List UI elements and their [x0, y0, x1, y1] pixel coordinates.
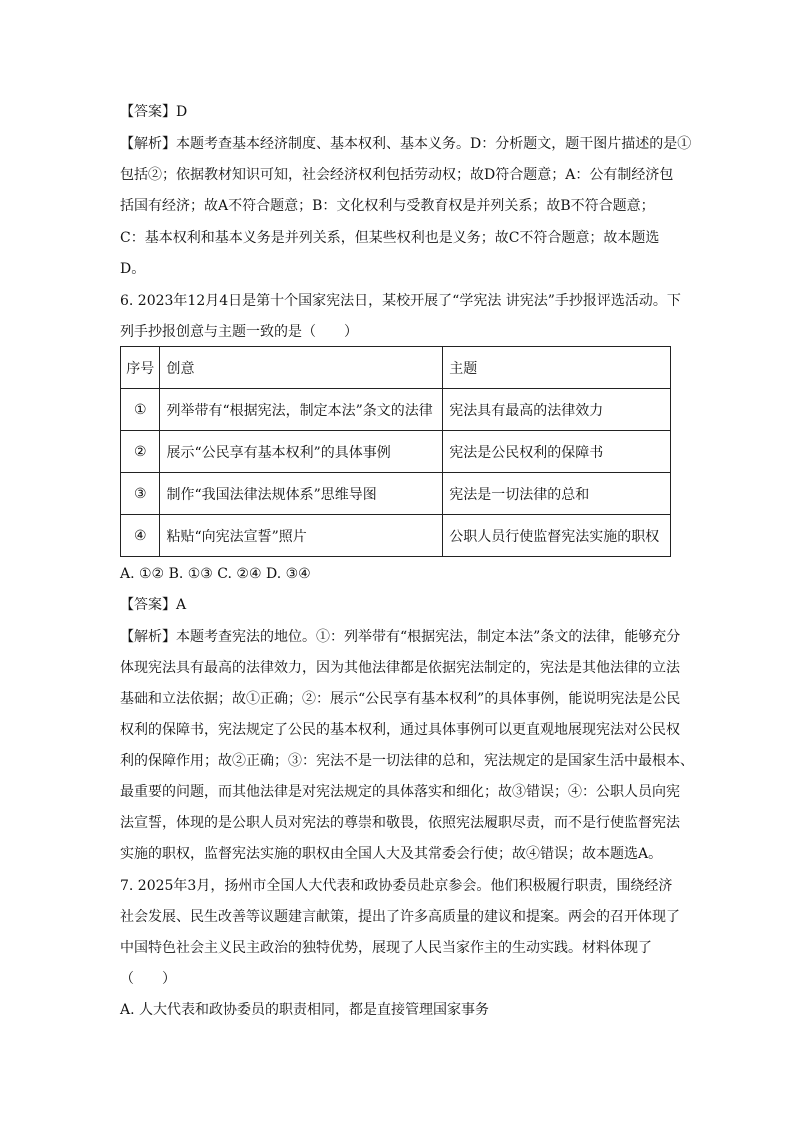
analysis-6-line-3: 基础和立法依据；故①正确；②：展示“公民享有基本权利”的具体事例，能说明宪法是公民 — [120, 691, 681, 707]
table-cell: ③ — [121, 473, 160, 515]
analysis-5-line-2: 包括②；依据教材知识可知，社会经济权利包括劳动权；故D符合题意；A：公有制经济包 — [120, 167, 674, 183]
table-cell: 制作“我国法律法规体系”思维导图 — [160, 473, 443, 515]
question-6-options: A. ①② B. ①③ C. ②④ D. ③④ — [120, 566, 311, 582]
question-7-line-2: 社会发展、民生改善等议题建言献策，提出了许多高质量的建议和提案。两会的召开体现了 — [120, 909, 680, 925]
analysis-5-line-5: D。 — [120, 261, 146, 277]
table-header-cell: 序号 — [121, 347, 160, 389]
table-header-cell: 创意 — [160, 347, 443, 389]
analysis-5-line-1: 【解析】本题考查基本经济制度、基本权利、基本义务。D：分析题文，题干图片描述的是① — [120, 136, 692, 152]
answer-6: 【答案】A — [120, 597, 187, 613]
table-cell: 列举带有“根据宪法，制定本法”条文的法律 — [160, 389, 443, 431]
analysis-6-line-2: 体现宪法具有最高的法律效力，因为其他法律都是依据宪法制定的，宪法是其他法律的立法 — [120, 660, 680, 676]
table-cell: 宪法具有最高的法律效力 — [443, 389, 671, 431]
table-cell: 粘贴“向宪法宣誓”照片 — [160, 515, 443, 557]
question-6-line-1: 6. 2023年12月4日是第十个国家宪法日，某校开展了“学宪法 讲宪法”手抄报评选活动。下 — [120, 293, 681, 309]
analysis-6-line-1: 【解析】本题考查宪法的地位。①：列举带有“根据宪法，制定本法”条文的法律，能够充分 — [120, 629, 681, 645]
table-row — [121, 389, 671, 431]
table-row — [121, 431, 671, 473]
table-cell: 宪法是公民权利的保障书 — [443, 431, 671, 473]
analysis-6-line-4: 权利的保障书，宪法规定了公民的基本权利，通过具体事例可以更直观地展现宪法对公民权 — [120, 722, 680, 738]
question-7-line-3: 中国特色社会主义民主政治的独特优势，展现了人民当家作主的生动实践。材料体现了 — [120, 940, 652, 956]
analysis-5-line-4: C：基本权利和基本义务是并列关系，但某些权利也是义务；故C不符合题意；故本题选 — [120, 230, 660, 246]
question-6-table — [120, 346, 671, 557]
table-header-cell: 主题 — [443, 347, 671, 389]
table-row — [121, 515, 671, 557]
table-header-row — [121, 347, 671, 389]
table-cell: ④ — [121, 515, 160, 557]
question-6-line-2: 列手抄报创意与主题一致的是（ ） — [120, 324, 358, 340]
table-cell: 公职人员行使监督宪法实施的职权 — [443, 515, 671, 557]
table-cell: ② — [121, 431, 160, 473]
analysis-6-line-7: 法宣誓，体现的是公职人员对宪法的尊崇和敬畏，依照宪法履职尽责，而不是行使监督宪法 — [120, 815, 680, 831]
question-7-line-1: 7. 2025年3月，扬州市全国人大代表和政协委员赴京参会。他们积极履行职责，围绕经济 — [120, 878, 673, 894]
table-cell: 展示“公民享有基本权利”的具体事例 — [160, 431, 443, 473]
answer-5: 【答案】D — [120, 104, 188, 120]
analysis-6-line-5: 利的保障作用；故②正确；③：宪法不是一切法律的总和，宪法规定的是国家生活中最根本、 — [120, 753, 694, 769]
analysis-5-line-3: 括国有经济；故A不符合题意；B：文化权利与受教育权是并列关系；故B不符合题意； — [120, 198, 655, 214]
table-cell: ① — [121, 389, 160, 431]
analysis-6-line-6: 最重要的问题，而其他法律是对宪法规定的具体落实和细化；故③错误；④：公职人员向宪 — [120, 784, 680, 800]
table-row — [121, 473, 671, 515]
table-cell: 宪法是一切法律的总和 — [443, 473, 671, 515]
question-7-option-a: A. 人大代表和政协委员的职责相同，都是直接管理国家事务 — [120, 1002, 490, 1018]
analysis-6-line-8: 实施的职权，监督宪法实施的职权由全国人大及其常委会行使；故④错误；故本题选A。 — [120, 846, 663, 862]
question-7-line-4: （ ） — [120, 971, 176, 987]
